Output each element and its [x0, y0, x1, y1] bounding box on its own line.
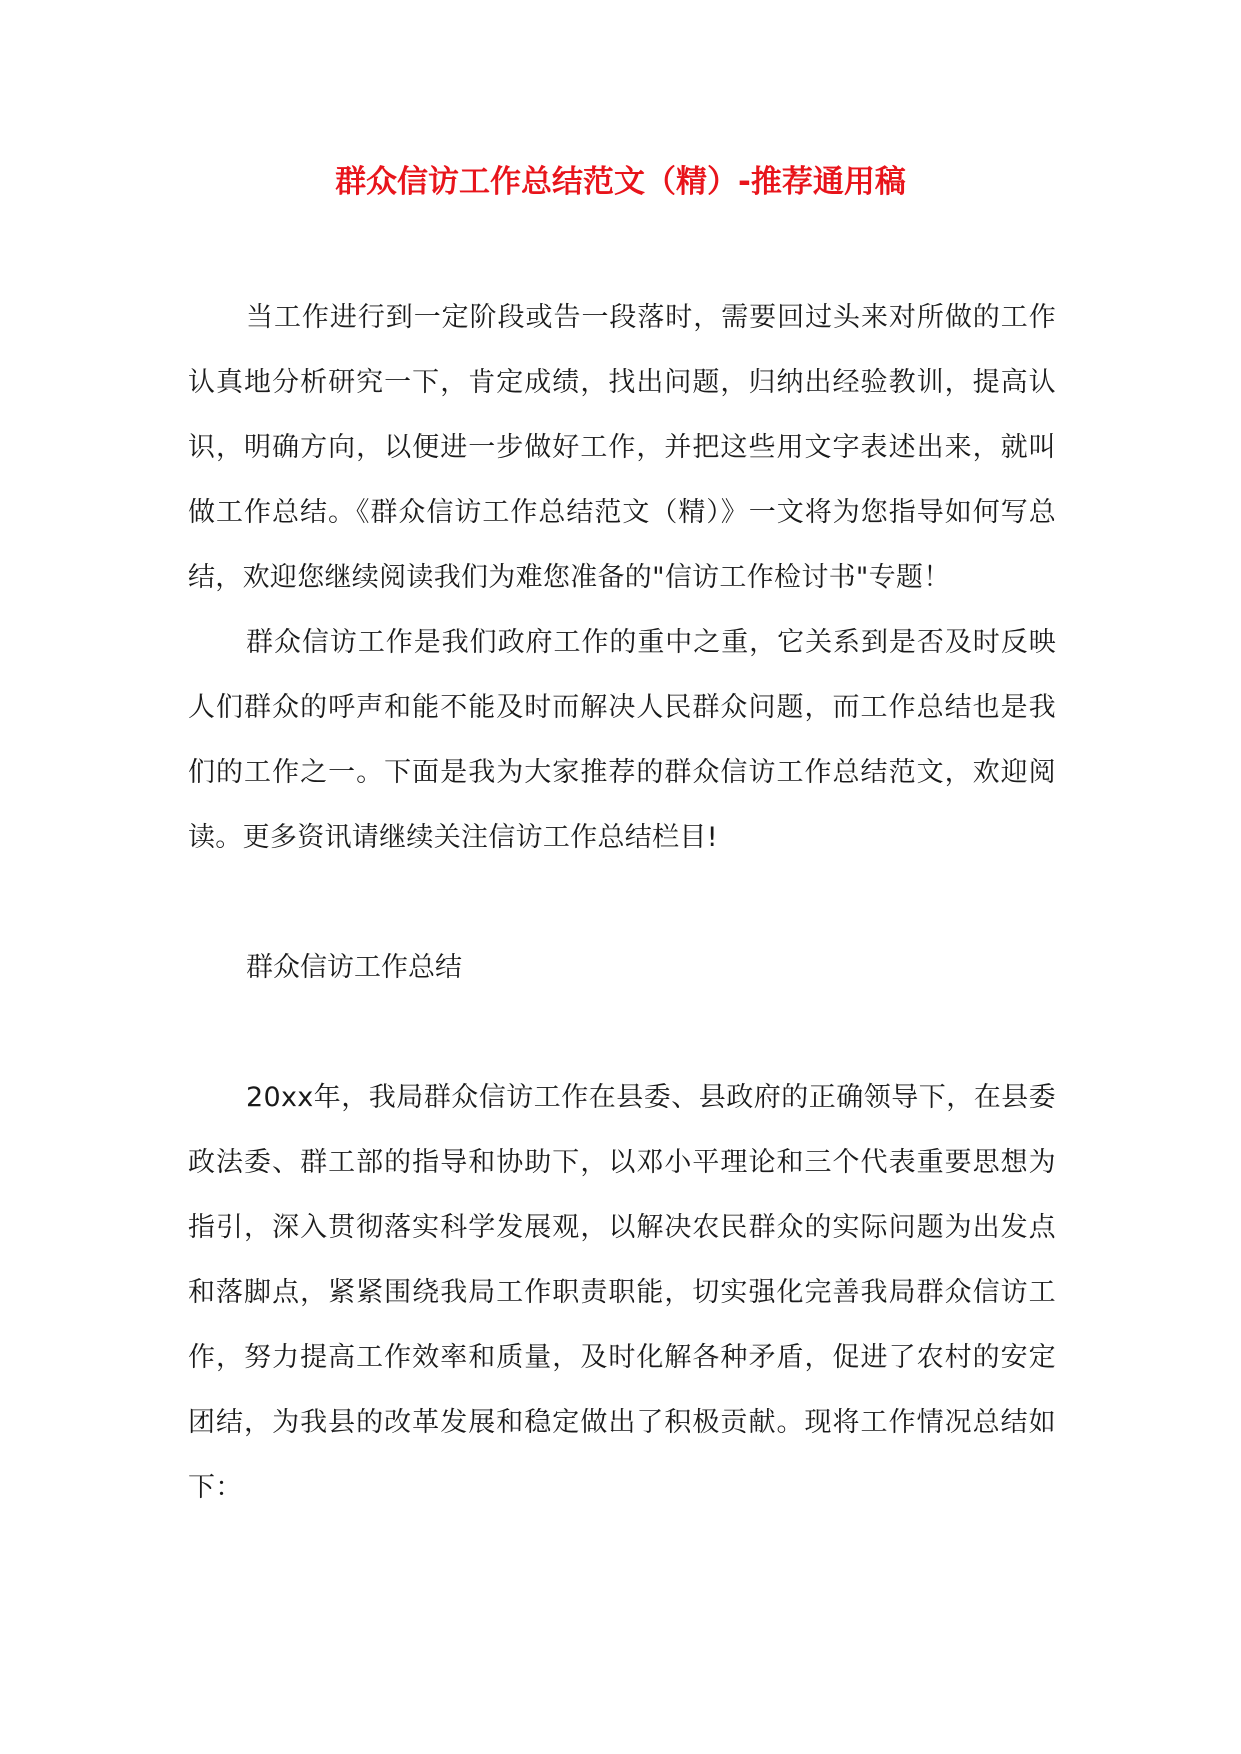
document-title: 群众信访工作总结范文（精）-推荐通用稿: [335, 164, 906, 200]
intro-paragraph: 当工作进行到一定阶段或告一段落时，需要回过头来对所做的工作认真地分析研究一下，肯定成绩，找出问题，归纳出经验教训，提高认识，明确方向，以便进一步做好工作，并把这些用文字表述出来，就叫做工作总结。《群众信访工作总结范文（精）》一文将为您指导如何写总结，欢迎您继续阅读我们为难您准备的"信访工作检讨书"专题！: [188, 302, 1056, 593]
context-paragraph: 群众信访工作是我们政府工作的重中之重，它关系到是否及时反映人们群众的呼声和能不能及时而解决人民群众问题，而工作总结也是我们的工作之一。下面是我为大家推荐的群众信访工作总结范文，欢迎阅读。更多资讯请继续关注信访工作总结栏目!: [188, 627, 1056, 853]
section-heading: 群众信访工作总结: [246, 952, 462, 983]
section-paragraph: 20xx年，我局群众信访工作在县委、县政府的正确领导下，在县委政法委、群工部的指导和协助下，以邓小平理论和三个代表重要思想为指引，深入贯彻落实科学发展观，以解决农民群众的实际问题为出发点和落脚点，紧紧围绕我局工作职责职能，切实强化完善我局群众信访工作，努力提高工作效率和质量，及时化解各种矛盾，促进了农村的安定团结，为我县的改革发展和稳定做出了积极贡献。现将工作情况总结如下：: [188, 1082, 1056, 1503]
